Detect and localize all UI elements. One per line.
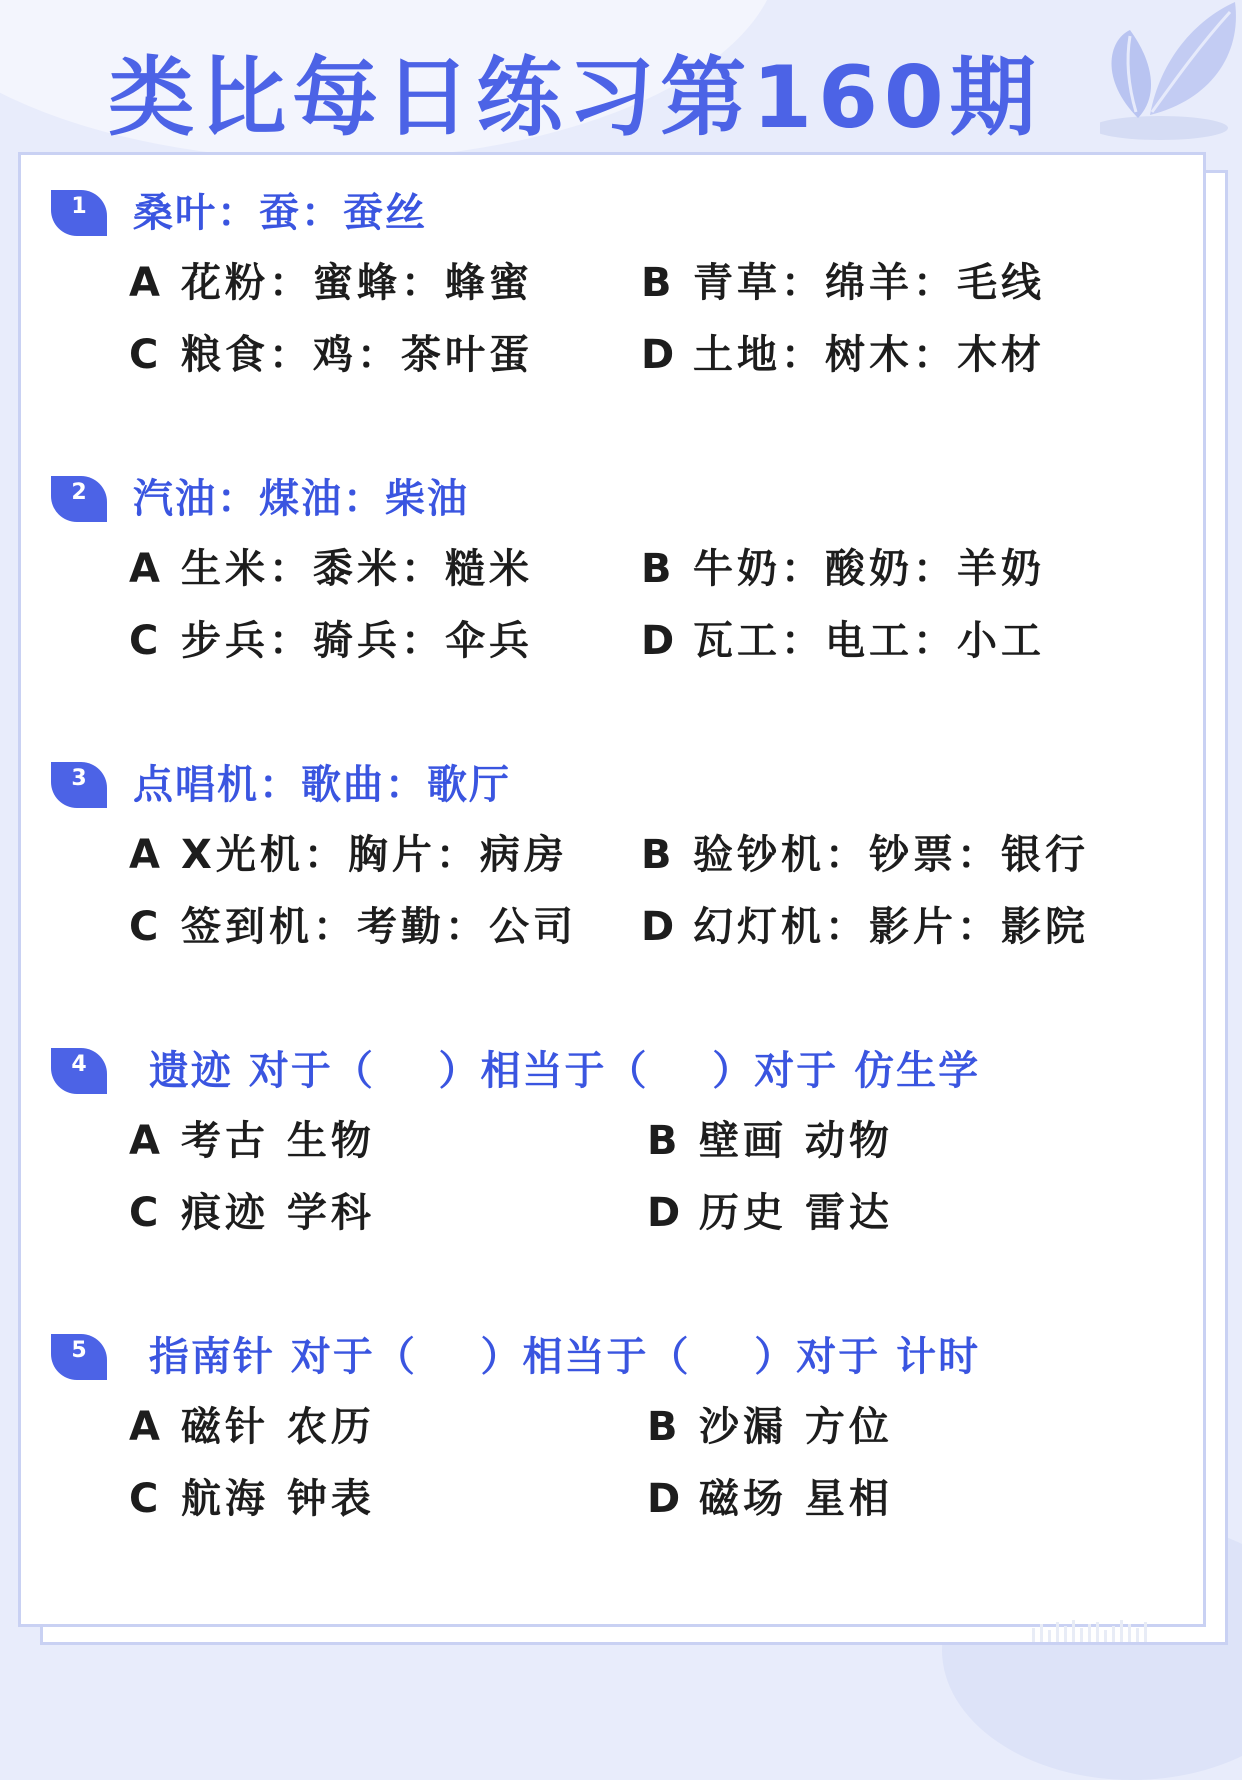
option-a[interactable] bbox=[129, 1395, 375, 1452]
option-a[interactable] bbox=[129, 537, 533, 594]
option-letter: B bbox=[641, 832, 672, 878]
option-letter: D bbox=[647, 1476, 681, 1522]
option-c[interactable] bbox=[129, 1181, 375, 1238]
option-text: 验钞机：钞票：银行 bbox=[693, 832, 1089, 878]
option-text: 签到机：考勤：公司 bbox=[181, 904, 577, 950]
option-a[interactable] bbox=[129, 251, 533, 308]
option-d[interactable] bbox=[641, 323, 1045, 380]
page-title: 类比每日练习第160期 bbox=[108, 48, 1042, 148]
option-letter: B bbox=[647, 1404, 678, 1450]
question-1 bbox=[21, 155, 1209, 455]
option-d[interactable] bbox=[647, 1181, 893, 1238]
option-letter: D bbox=[641, 904, 675, 950]
option-d[interactable] bbox=[647, 1467, 893, 1524]
option-letter: B bbox=[647, 1118, 678, 1164]
question-card bbox=[18, 152, 1206, 1627]
option-letter: A bbox=[129, 1118, 160, 1164]
question-3 bbox=[21, 727, 1209, 1027]
option-a[interactable] bbox=[129, 1109, 375, 1166]
option-letter: C bbox=[129, 1476, 159, 1522]
option-text: 考古 生物 bbox=[181, 1118, 375, 1164]
option-letter: C bbox=[129, 332, 159, 378]
option-letter: C bbox=[129, 1190, 159, 1236]
option-text: 生米：黍米：糙米 bbox=[181, 546, 533, 592]
question-4 bbox=[21, 1013, 1209, 1313]
option-letter: B bbox=[641, 260, 672, 306]
option-c[interactable] bbox=[129, 1467, 375, 1524]
option-b[interactable] bbox=[647, 1395, 893, 1452]
option-c[interactable] bbox=[129, 323, 533, 380]
option-letter: A bbox=[129, 832, 160, 878]
option-text: 粮食：鸡：茶叶蛋 bbox=[181, 332, 533, 378]
option-letter: D bbox=[647, 1190, 681, 1236]
question-5 bbox=[21, 1299, 1209, 1599]
question-stem: 点唱机：歌曲：歌厅 bbox=[133, 762, 511, 808]
option-text: 壁画 动物 bbox=[699, 1118, 893, 1164]
option-text: 青草：绵羊：毛线 bbox=[693, 260, 1045, 306]
option-text: 步兵：骑兵：伞兵 bbox=[181, 618, 533, 664]
option-text: 土地：树木：木材 bbox=[693, 332, 1045, 378]
option-d[interactable] bbox=[641, 609, 1045, 666]
option-text: 磁场 星相 bbox=[699, 1476, 893, 1522]
option-a[interactable] bbox=[129, 823, 568, 880]
option-c[interactable] bbox=[129, 895, 577, 952]
option-letter: A bbox=[129, 260, 160, 306]
option-text: 航海 钟表 bbox=[181, 1476, 375, 1522]
question-stem: 遗迹 对于（ ）相当于（ ）对于 仿生学 bbox=[133, 1048, 981, 1094]
option-b[interactable] bbox=[641, 823, 1089, 880]
question-number-badge: 3 bbox=[51, 762, 107, 808]
question-number-badge: 1 bbox=[51, 190, 107, 236]
question-number-badge: 2 bbox=[51, 476, 107, 522]
option-b[interactable] bbox=[641, 251, 1045, 308]
option-text: 磁针 农历 bbox=[181, 1404, 375, 1450]
option-letter: A bbox=[129, 1404, 160, 1450]
option-text: 痕迹 学科 bbox=[181, 1190, 375, 1236]
option-letter: B bbox=[641, 546, 672, 592]
option-text: 牛奶：酸奶：羊奶 bbox=[693, 546, 1045, 592]
option-text: 花粉：蜜蜂：蜂蜜 bbox=[181, 260, 533, 306]
question-number-badge: 4 bbox=[51, 1048, 107, 1094]
question-stem: 汽油：煤油：柴油 bbox=[133, 476, 469, 522]
option-d[interactable] bbox=[641, 895, 1089, 952]
option-c[interactable] bbox=[129, 609, 533, 666]
question-stem: 桑叶：蚕：蚕丝 bbox=[133, 190, 427, 236]
option-text: 幻灯机：影片：影院 bbox=[693, 904, 1089, 950]
question-stem: 指南针 对于（ ）相当于（ ）对于 计时 bbox=[133, 1334, 981, 1380]
option-b[interactable] bbox=[647, 1109, 893, 1166]
option-text: X光机：胸片：病房 bbox=[181, 832, 568, 878]
watermark-decoration bbox=[1032, 1620, 1222, 1642]
option-text: 历史 雷达 bbox=[699, 1190, 893, 1236]
option-letter: A bbox=[129, 546, 160, 592]
option-letter: C bbox=[129, 618, 159, 664]
option-text: 沙漏 方位 bbox=[699, 1404, 893, 1450]
question-2 bbox=[21, 441, 1209, 741]
option-letter: D bbox=[641, 618, 675, 664]
question-number-badge: 5 bbox=[51, 1334, 107, 1380]
option-text: 瓦工：电工：小工 bbox=[693, 618, 1045, 664]
option-letter: D bbox=[641, 332, 675, 378]
option-letter: C bbox=[129, 904, 159, 950]
option-b[interactable] bbox=[641, 537, 1045, 594]
